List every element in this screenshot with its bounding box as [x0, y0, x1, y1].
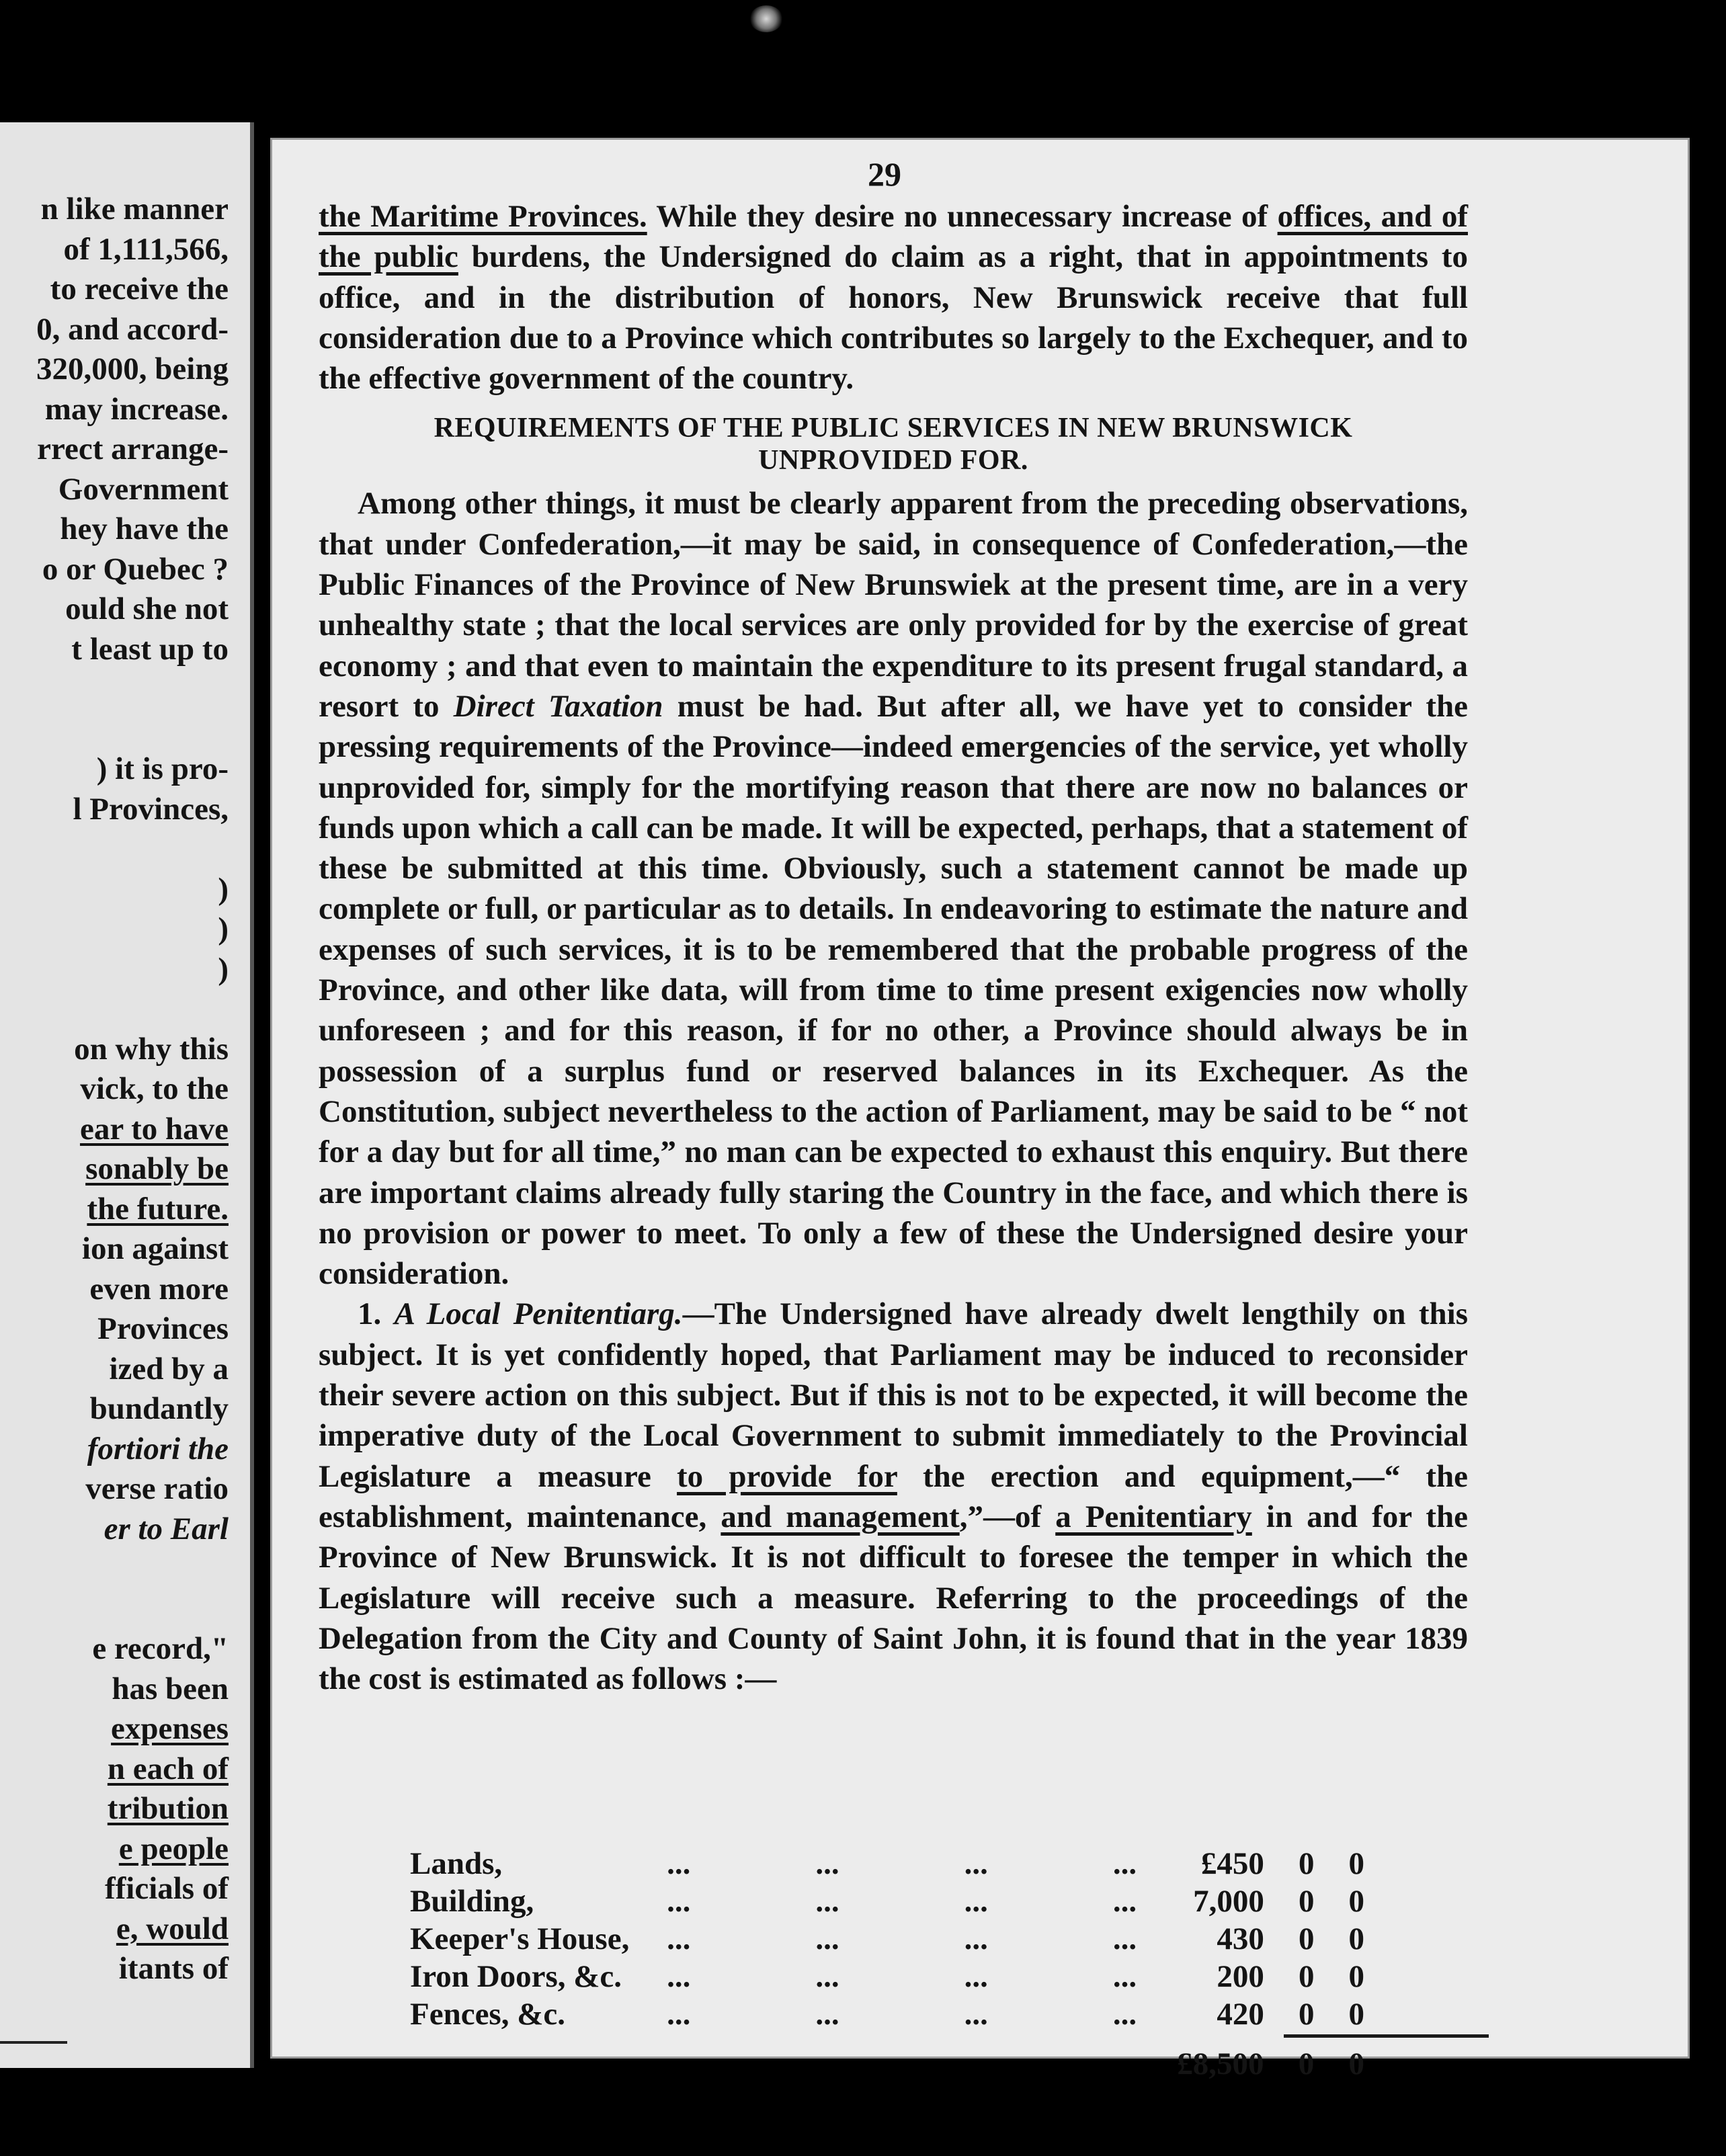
left-page-line: ear to have	[79, 1111, 229, 1147]
left-page-line: of 1,111,566,	[63, 231, 229, 267]
left-page-line: )	[218, 911, 229, 946]
left-page-line: may increase.	[44, 391, 229, 427]
paragraph-maritime	[319, 196, 1468, 399]
cost-item: Building,	[410, 1884, 534, 1919]
left-page-rule	[0, 2041, 67, 2044]
leader: ...	[1112, 1884, 1137, 1919]
leader: ...	[815, 1884, 839, 1919]
left-page-line: er to Earl	[104, 1511, 229, 1546]
total-pounds: £8,500	[1177, 2046, 1264, 2081]
left-page-line: on why this	[74, 1031, 229, 1067]
left-page-line: has been	[112, 1671, 229, 1706]
left-page-line: ion against	[81, 1231, 229, 1266]
left-page-line: even more	[89, 1271, 229, 1307]
text-run: in and for the Province of New Brunswick. It is not difficult to foresee the temper in which the Legislature will receive such a measure. Referring to the proceedings of the Delegation from the City and County of Saint John, it is found that in the year 1839 the cost is estimated as follows :—	[319, 1499, 1469, 1697]
left-page-line: Provinces	[97, 1311, 229, 1346]
leader: ...	[964, 1921, 988, 1956]
underlined-phrase: to provide for	[677, 1458, 897, 1494]
left-page-line: ould she not	[65, 591, 229, 626]
leader: ...	[1112, 1997, 1137, 2032]
left-page-line: fficials of	[104, 1871, 229, 1906]
left-page-line: )	[218, 871, 229, 907]
left-page-line: e record,"	[92, 1631, 229, 1666]
left-page-line: e, would	[116, 1911, 229, 1946]
leader-dots	[667, 1995, 1170, 2033]
left-page-line: expenses	[111, 1711, 229, 1746]
cost-pence: 0	[1348, 1846, 1365, 1881]
left-page-line: rrect arrange-	[37, 431, 229, 466]
cost-shillings: 0	[1298, 1997, 1315, 2032]
cost-row	[410, 1995, 1364, 2033]
italic-phrase: Direct Taxation	[453, 688, 663, 724]
text-run: ,”—of	[959, 1499, 1056, 1534]
leader: ...	[964, 1846, 988, 1881]
page-body	[319, 196, 1468, 1699]
left-page-line: o or Quebec ?	[42, 551, 229, 587]
leader-dots	[667, 1882, 1170, 1920]
scan-speck	[749, 5, 783, 32]
section-heading	[319, 412, 1468, 476]
document-page	[270, 138, 1690, 2081]
left-page-line: 320,000, being	[36, 351, 229, 386]
leader: ...	[667, 1846, 691, 1881]
cost-shillings: 0	[1298, 1846, 1315, 1881]
underlined-phrase: the Maritime Provinces.	[319, 199, 647, 234]
cost-pence: 0	[1348, 1921, 1365, 1956]
cost-row	[410, 1958, 1364, 1995]
cost-row	[410, 1920, 1364, 1958]
leader: ...	[1112, 1846, 1137, 1881]
leader: ...	[964, 1997, 988, 2032]
cost-item: Keeper's House,	[410, 1921, 630, 1956]
text-run: While they desire no unnecessary increase of	[647, 199, 1278, 234]
cost-item: Iron Doors, &c.	[410, 1959, 622, 1994]
leader-dots	[667, 1920, 1170, 1958]
left-page-line: fortiori the	[87, 1431, 229, 1466]
leader: ...	[1112, 1921, 1137, 1956]
page-number: 29	[868, 155, 901, 193]
cost-total-row	[410, 2045, 1364, 2083]
leader: ...	[667, 1959, 691, 1994]
leader: ...	[1112, 1959, 1137, 1994]
cost-pounds: £450	[1200, 1846, 1264, 1881]
italic-phrase: A Local Penitentiarg.	[394, 1296, 683, 1332]
paragraph-penitentiary	[319, 1294, 1468, 1699]
left-page-line: verse ratio	[85, 1471, 229, 1506]
cost-table	[410, 1845, 1364, 2033]
left-page-line: to receive the	[50, 272, 229, 306]
underlined-phrase: offices, and of the public	[319, 199, 1468, 275]
left-page-line: n each of	[107, 1751, 229, 1786]
leader: ...	[964, 1959, 988, 1994]
left-page-line: e people	[118, 1831, 229, 1866]
cost-pounds: 430	[1217, 1921, 1264, 1956]
cost-pounds: 7,000	[1193, 1884, 1264, 1919]
cost-pounds: 200	[1217, 1959, 1264, 1994]
heading-line: UNPROVIDED FOR.	[758, 445, 1028, 476]
left-page-fragment	[0, 122, 254, 2068]
leader: ...	[815, 1997, 839, 2032]
left-page-line: the future.	[87, 1191, 229, 1227]
leader: ...	[815, 1921, 839, 1956]
text-run: Among other things, it must be clearly apparent from the preceding observations, that under Confederation,—it may be said, in consequence of Confederation,—the Public Finances of the Province of New Brunswiek at the present time, are in a very unhealthy state ; that the local services are only provided for by the exercise of great economy ; and that even to maintain the expenditure to its present frugal standard, a resort to	[319, 486, 1468, 724]
left-page-line: ized by a	[109, 1351, 229, 1386]
left-page-line: itants of	[118, 1951, 229, 1986]
cost-pounds: 420	[1217, 1997, 1264, 2032]
leader: ...	[667, 1921, 691, 1956]
left-page-line: t least up to	[71, 631, 229, 667]
total-shillings: 0	[1298, 2046, 1315, 2081]
cost-pence: 0	[1348, 1884, 1365, 1919]
left-page-line: tribution	[107, 1791, 229, 1826]
underlined-phrase: a Penitentiary	[1055, 1499, 1252, 1534]
cost-pence: 0	[1348, 1997, 1365, 2032]
text-run: must be had. But after all, we have yet to consider the pressing requirements of the Province—indeed emergencies of the service, yet wholly unprovided for, simply for the mortifying reason that there are now no balances or funds upon which a call can be made. It will be expected, perhaps, that a statement of these be submitted at this time. Obviously, such a statement cannot be made up complete or full, or particular as to details. In endeavoring to estimate the nature and expenses of such services, it is to be remembered that the probable progress of the Province, and other like data, will from time to time present exigencies now wholly unforeseen ; and for this reason, if for no other, a Province should always be in possession of a surplus fund or reserved balances in its Exchequer. As the Constitution, subject nevertheless to the action of Parliament, may be said to be “ not for a day but for all time,” no man can be expected to exhaust this enquiry. But there are important claims already fully staring the Country in the face, and which there is no provision or power to meet. To only a few of these the Undersigned desire your consideration.	[319, 688, 1468, 1292]
text-run: burdens, the Undersigned do claim as a right, that in appointments to office, and in the distribution of honors, New Brunswick receive that full consideration due to a Province which contributes so largely to the Exchequer, and to the effective government of the country.	[319, 239, 1469, 397]
cost-row	[410, 1882, 1364, 1920]
cost-shillings: 0	[1298, 1884, 1315, 1919]
text-run: the erection and equipment,—“ the establishment, maintenance,	[319, 1458, 1468, 1534]
item-number: 1.	[358, 1296, 395, 1332]
cost-item: Lands,	[410, 1846, 503, 1881]
leader: ...	[667, 1997, 691, 2032]
leader-dots	[667, 1845, 1170, 1882]
left-page-line: hey have the	[60, 511, 229, 546]
cost-item: Fences, &c.	[410, 1997, 565, 2032]
cost-shillings: 0	[1298, 1959, 1315, 1994]
left-page-line: ) it is pro-	[96, 751, 229, 786]
leader: ...	[964, 1884, 988, 1919]
cost-shillings: 0	[1298, 1921, 1315, 1956]
leader: ...	[815, 1959, 839, 1994]
left-page-line: sonably be	[85, 1151, 229, 1186]
left-page-line: l Provinces,	[73, 791, 229, 827]
leader: ...	[815, 1846, 839, 1881]
left-page-line: n like manner	[40, 192, 229, 226]
left-page-line: 0, and accord-	[36, 311, 229, 347]
left-page-line: bundantly	[89, 1391, 229, 1426]
left-page-line: Government	[58, 471, 229, 507]
left-page-line: vick, to the	[80, 1071, 229, 1106]
text-run: —The Undersigned have already dwelt lengthily on this subject. It is yet confidently hoped, that Parliament may be induced to reconsider their severe action on this subject. But if this is not to be expected, it will become the imperative duty of the Local Government to submit immediately to the Provincial Legislature a measure	[319, 1296, 1468, 1494]
heading-line: REQUIREMENTS OF THE PUBLIC SERVICES IN NEW BRUNSWICK	[434, 413, 1353, 444]
leader: ...	[667, 1884, 691, 1919]
underlined-phrase: and management	[721, 1499, 960, 1534]
total-pence: 0	[1348, 2046, 1364, 2081]
cost-row	[410, 1845, 1364, 1882]
leader-dots	[667, 1958, 1170, 1995]
paragraph-requirements	[319, 483, 1468, 1294]
total-rule	[1284, 2034, 1489, 2038]
cost-pence: 0	[1348, 1959, 1365, 1994]
left-page-line: )	[218, 951, 229, 987]
